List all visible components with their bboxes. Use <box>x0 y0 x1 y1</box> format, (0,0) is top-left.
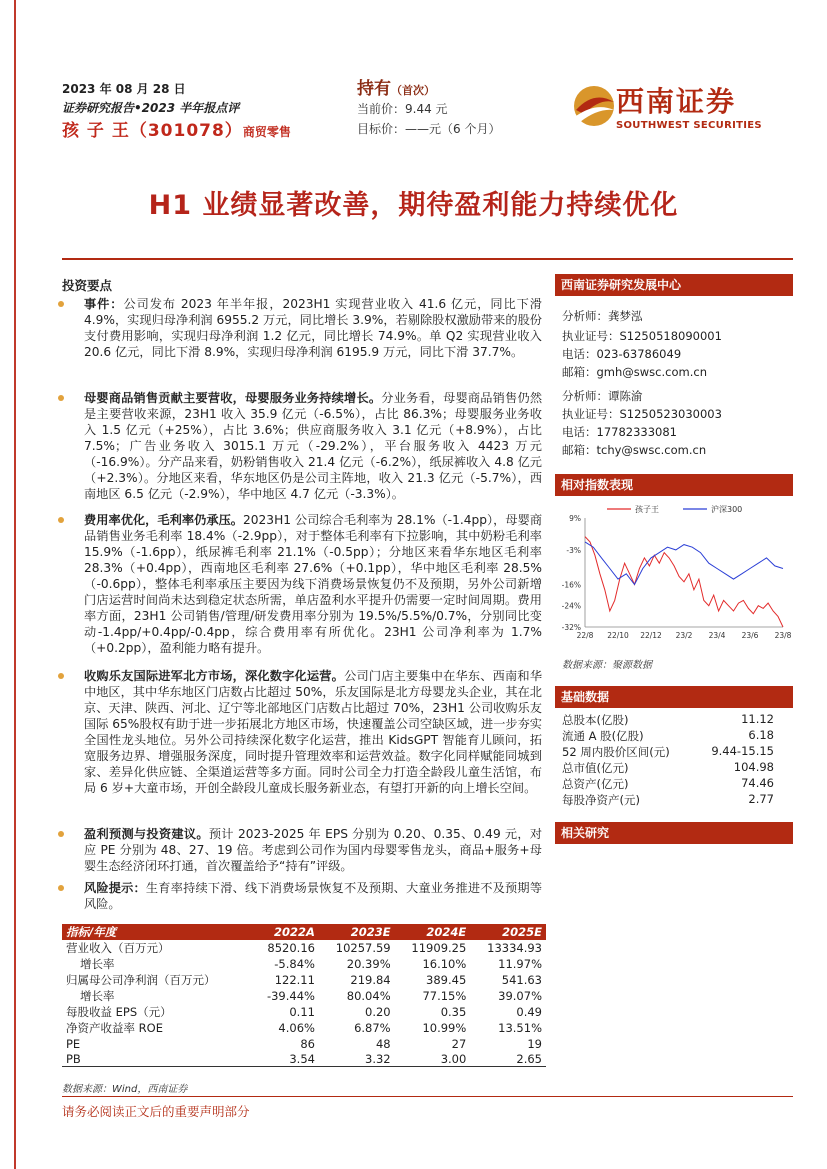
chart-source: 数据来源：聚源数据 <box>562 660 652 671</box>
bullet-icon <box>58 885 64 891</box>
y-tick-label: -24% <box>561 601 581 611</box>
table-cell: 389.45 <box>426 973 467 987</box>
table-cell: 10257.59 <box>335 941 391 955</box>
analyst-1-name: 分析师：龚梦泓 <box>562 309 643 323</box>
table-row-label: 增长率 <box>80 957 115 971</box>
chart-header: 相对指数表现 <box>555 474 793 496</box>
table-cell: 13.51% <box>498 1021 542 1035</box>
key-points-title: 投资要点 <box>62 278 113 293</box>
key-point-event: 事件：公司发布 2023 年半年报，2023H1 实现营业收入 41.6 亿元，同比下滑 4.9%，实现归母净利润 6955.2 万元，同比增长 3.9%，若剔除股权激励带来的股份支付费用影响，实现归母净利润 1.2 亿元，同比增长 74.9%。单 Q2 实现营业收入 20.6 亿元，同比下滑 8.9%，实现归母净利润 6195.9 万元，同比下滑 37.7%。 <box>68 296 542 360</box>
basic-row: 52 周内股价区间(元) 9.44-15.15 <box>562 744 774 759</box>
table-cell: 4.06% <box>278 1021 315 1035</box>
table-cell: 0.20 <box>365 1005 391 1019</box>
table-row-label: 净资产收益率 ROE <box>66 1021 163 1035</box>
table-row <box>62 988 546 1004</box>
report-date: 2023 年 08 月 28 日 <box>62 82 186 96</box>
key-point-revenue: 母婴商品销售贡献主要营收，母婴服务业务持续增长。分业务看，母婴商品销售仍然是主要营收来源，23H1 收入 35.9 亿元（-6.5%），占比 86.3%；母婴服务业务收入 1.5 亿元（+25%），占比 3.6%；供应商服务收入 3.1 亿元（+8.9%），占比 7.5%；广告业务收入 3015.1 万元（-29.2%），平台服务收入 4423 万元（-16.9%）。分产品来看，奶粉销售收入 21.4 亿元（-6.2%），纸尿裤收入 4.8 亿元（+2.3%）。分地区来看，华东地区仍是公司主阵地，收入 21.3 亿元（-5.7%），西南地区 6.5 亿元（-2.9%），华中地区 4.7 亿元（-3.3%）。 <box>68 390 542 502</box>
table-cell: 39.07% <box>498 989 542 1003</box>
x-tick-label: 23/6 <box>741 631 759 640</box>
bullet-icon <box>58 395 64 401</box>
basic-row: 总资产(亿元) 74.46 <box>562 776 774 791</box>
analyst-2-name: 分析师：谭陈渝 <box>562 389 643 403</box>
table-cell: 3.32 <box>319 1051 395 1067</box>
table-cell: 541.63 <box>501 973 542 987</box>
basic-row: 总市值(亿元) 104.98 <box>562 760 774 775</box>
table-cell: 77.15% <box>422 989 467 1003</box>
table-row-label: PB <box>62 1051 252 1067</box>
company-title <box>62 116 291 141</box>
basic-row: 流通 A 股(亿股) 6.18 <box>562 728 774 743</box>
analyst-1-license: 执业证号：S1250518090001 <box>562 329 722 343</box>
current-price: 当前价：9.44 元 <box>357 102 448 116</box>
bullet-icon <box>58 301 64 307</box>
table-cell: 0.35 <box>440 1005 467 1019</box>
bullet-icon <box>58 831 64 837</box>
table-cell: 20.39% <box>346 957 391 971</box>
sector-label: 商贸零售 <box>242 125 291 139</box>
x-tick-label: 22/12 <box>640 631 662 640</box>
bullet-icon <box>58 517 64 523</box>
x-tick-label: 22/10 <box>607 631 629 640</box>
bullet-icon <box>58 673 64 679</box>
table-cell: 80.04% <box>346 989 391 1003</box>
y-tick-label: 9% <box>569 514 581 523</box>
rating-value: 持有 <box>357 79 391 99</box>
table-cell: 48 <box>375 1036 391 1051</box>
basic-row: 总股本(亿股) 11.12 <box>562 712 774 727</box>
series-line-0 <box>585 537 783 627</box>
table-header: 2024E <box>395 924 471 940</box>
table-header-row <box>62 924 546 940</box>
headline: H1 业绩显著改善，期待盈利能力持续优化 <box>148 190 679 221</box>
table-header: 2022A <box>252 924 319 940</box>
table-cell: 13334.93 <box>487 941 542 955</box>
x-tick-label: 23/8 <box>774 631 792 640</box>
x-tick-label: 23/4 <box>708 631 726 640</box>
rating-note: （首次） <box>391 84 435 97</box>
table-header: 2025E <box>470 924 546 940</box>
table-row <box>62 1020 546 1036</box>
table-row-label: 归属母公司净利润（百万元） <box>66 973 216 987</box>
table-header: 2023E <box>319 924 395 940</box>
analyst-2-license: 执业证号：S1250523030003 <box>562 407 722 421</box>
table-cell: 11.97% <box>498 957 542 971</box>
logo-text-cn: 西南证券 <box>616 85 737 118</box>
table-row-label: PE <box>66 1036 81 1051</box>
table-row-label: 每股收益 EPS（元） <box>66 1005 172 1019</box>
forecast-table <box>62 924 546 1067</box>
table-row-label: 增长率 <box>80 989 115 1003</box>
key-point-risk: 风险提示：生育率持续下滑、线下消费场景恢复不及预期、大童业务推进不及预期等风险。 <box>68 880 542 912</box>
target-price: 目标价：——元（6 个月） <box>357 122 501 136</box>
table-row-label: 营业收入（百万元） <box>66 941 170 955</box>
table-cell: 6.87% <box>354 1021 391 1035</box>
rating <box>357 74 435 99</box>
table-row <box>62 1051 546 1067</box>
y-tick-label: -16% <box>561 580 581 590</box>
table-cell: 3.00 <box>395 1051 471 1067</box>
table-row <box>62 1036 546 1051</box>
table-header: 指标/年度 <box>62 924 252 940</box>
table-cell: 3.54 <box>252 1051 319 1067</box>
report-type: 证券研究报告•2023 半年报点评 <box>62 101 240 115</box>
table-cell: 11909.25 <box>411 941 467 955</box>
left-margin-rule <box>14 0 16 1169</box>
y-tick-label: -32% <box>561 623 581 632</box>
legend-label-1: 沪深300 <box>711 505 743 514</box>
series-line-1 <box>585 542 783 585</box>
x-tick-label: 23/2 <box>675 631 693 640</box>
key-point-acquisition: 收购乐友国际进军北方市场，深化数字化运营。公司门店主要集中在华东、西南和华中地区，其中华东地区门店数占比超过 50%，乐友国际是北方母婴龙头企业，其在北京、天津、陕西、河北、辽宁等北部地区门店数占比超过 70%，23H1 公司收购乐友国际 65%股权有助于进一步拓展北方地区市场，快速覆盖公司空缺区域，进一步夯实全国性龙头地位。另外公司持续深化数字化运营，推出 KidsGPT 智能育儿顾问，拓宽服务边界、增强服务深度，同时提升管理效率和运营效益。数字化同样赋能同城到家、差异化供应链、全渠道运营等多方面。同时公司全力打造全龄段儿童生活馆，布局 6 岁+大童市场，开创全龄段儿童成长服务新业态，有望打开新的向上增长空间。 <box>68 668 542 796</box>
logo-text-en: SOUTHWEST SECURITIES <box>616 120 762 131</box>
table-cell: 10.99% <box>422 1021 467 1035</box>
table-cell: 16.10% <box>422 957 467 971</box>
table-row <box>62 1004 546 1020</box>
table-source: 数据来源：Wind，西南证券 <box>62 1084 188 1095</box>
table-cell: 0.11 <box>289 1005 315 1019</box>
analyst-1-email[interactable]: 邮箱：gmh@swsc.com.cn <box>562 365 707 379</box>
x-tick-label: 22/8 <box>576 631 594 640</box>
basic-data-header: 基础数据 <box>555 686 793 708</box>
table-cell: 0.49 <box>516 1005 542 1019</box>
footer-rule <box>62 1096 793 1097</box>
table-cell: -5.84% <box>274 957 315 971</box>
analyst-2-email[interactable]: 邮箱：tchy@swsc.com.cn <box>562 443 707 457</box>
legend-label-0: 孩子王 <box>635 505 659 514</box>
table-cell: 219.84 <box>350 973 391 987</box>
table-row <box>62 972 546 988</box>
analyst-1-phone: 电话：023-63786049 <box>562 347 682 361</box>
table-cell: 8520.16 <box>267 941 315 955</box>
header-divider <box>62 258 793 260</box>
table-cell: 27 <box>451 1036 467 1051</box>
footer-disclaimer: 请务必阅读正文后的重要声明部分 <box>62 1104 250 1119</box>
table-cell: 122.11 <box>274 973 315 987</box>
key-point-forecast: 盈利预测与投资建议。预计 2023-2025 年 EPS 分别为 0.20、0.35、0.49 元，对应 PE 分别为 48、27、19 倍。考虑到公司作为国内母婴零售龙头，商品+服务+母婴生态经济闭环打通，首次覆盖给予“持有”评级。 <box>68 826 542 874</box>
relative-index-chart <box>555 500 793 650</box>
analyst-2-phone: 电话：17782333081 <box>562 425 677 439</box>
company-name: 孩 子 王（301078） <box>62 121 243 141</box>
basic-row: 每股净资产(元) 2.77 <box>562 792 774 807</box>
table-cell: 2.65 <box>470 1051 546 1067</box>
key-point-margin: 费用率优化，毛利率仍承压。2023H1 公司综合毛利率为 28.1%（-1.4pp），母婴商品销售业务毛利率 18.4%（-2.9pp），对于整体毛利率有下拉影响，其中奶粉毛利率 15.9%（-1.6pp），纸尿裤毛利率 21.1%（-0.5pp）；分地区来看华东地区毛利率 28.3%（+0.4pp），西南地区毛利率 27.6%（+0.1pp），华中地区毛利率 28.5%（-0.6pp），整体毛利率承压主要因为线下消费场景恢复仍不及预期，另外公司新增门店运营时间尚未达到稳定状态所需，单店盈利水平提升仍需要一定时间周期。费用率方面，23H1 公司销售/管理/研发费用率分别为 19.5%/5.5%/0.7%，分别同比变动-1.4pp/+0.4pp/-0.4pp，综合费用率有所优化。23H1 公司净利率为 1.7%（+0.2pp），盈利能力略有提升。 <box>68 512 542 656</box>
table-cell: 86 <box>300 1036 315 1051</box>
table-cell: -39.44% <box>266 989 315 1003</box>
table-row <box>62 956 546 972</box>
research-center-header: 西南证券研究发展中心 <box>555 274 793 296</box>
table-row <box>62 940 546 956</box>
y-tick-label: -3% <box>566 545 581 555</box>
table-cell: 19 <box>527 1036 542 1051</box>
related-research-header: 相关研究 <box>555 822 793 844</box>
